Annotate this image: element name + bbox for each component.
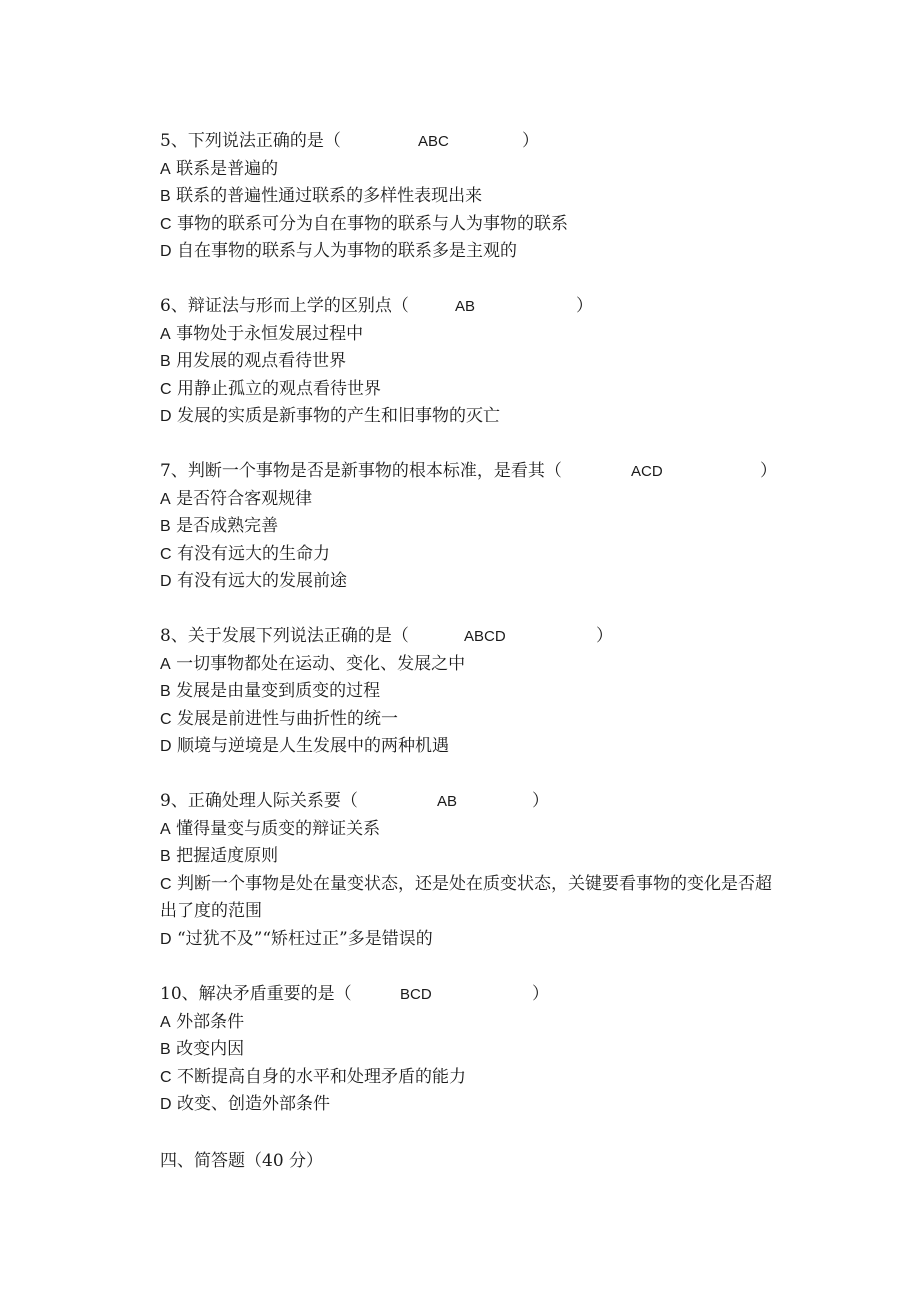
option-d: D 有没有远大的发展前途 — [160, 571, 347, 591]
option-a: A 懂得量变与质变的辩证关系 — [160, 818, 381, 839]
option-b: B 把握适度原则 — [160, 846, 279, 866]
option-d: D 自在事物的联系与人为事物的联系多是主观的 — [160, 241, 517, 261]
answer-key: AB — [437, 793, 458, 810]
close-paren: ） — [532, 984, 549, 1004]
question-stem — [160, 981, 800, 1009]
option-c: C 发展是前进性与曲折性的统一 — [160, 708, 398, 729]
question-text: 8、关于发展下列说法正确的是（ — [160, 626, 409, 646]
section-heading: 四、简答题（40 分） — [160, 1151, 324, 1171]
question-6 — [160, 293, 800, 431]
question-5 — [160, 128, 800, 266]
option-a: A 一切事物都处在运动、变化、发展之中 — [160, 653, 466, 674]
option-a: A 联系是普遍的 — [160, 158, 279, 179]
option-b: B 是否成熟完善 — [160, 516, 279, 536]
option-a: A 事物处于永恒发展过程中 — [160, 323, 364, 344]
option-c: C 不断提高自身的水平和处理矛盾的能力 — [160, 1066, 466, 1087]
option-d: D 发展的实质是新事物的产生和旧事物的灭亡 — [160, 406, 500, 426]
option-c: C 有没有远大的生命力 — [160, 543, 330, 564]
question-text: 9、正确处理人际关系要（ — [160, 791, 358, 811]
close-paren: ） — [596, 626, 613, 646]
option-b: B 发展是由量变到质变的过程 — [160, 681, 381, 701]
option-c: C 判断一个事物是处在量变状态，还是处在质变状态，关键要看事物的变化是否超出了度的范围 — [160, 873, 772, 921]
question-9 — [160, 788, 800, 953]
option-b: B 改变内因 — [160, 1039, 245, 1059]
question-stem — [160, 788, 800, 816]
question-10 — [160, 981, 800, 1119]
question-8 — [160, 623, 800, 761]
question-text: 7、判断一个事物是否是新事物的根本标准，是看其（ — [160, 461, 562, 481]
option-d: D 改变、创造外部条件 — [160, 1094, 330, 1114]
option-c: C 用静止孤立的观点看待世界 — [160, 378, 381, 399]
close-paren: ） — [522, 131, 539, 151]
close-paren: ） — [532, 791, 549, 811]
question-text: 6、辩证法与形而上学的区别点（ — [160, 296, 409, 316]
question-stem — [160, 623, 800, 651]
answer-key: AB — [455, 298, 476, 315]
option-c: C 事物的联系可分为自在事物的联系与人为事物的联系 — [160, 213, 568, 234]
answer-key: BCD — [400, 986, 432, 1003]
option-b: B 用发展的观点看待世界 — [160, 351, 347, 371]
question-stem — [160, 293, 800, 321]
close-paren: ） — [576, 296, 593, 316]
option-d: D 顺境与逆境是人生发展中的两种机遇 — [160, 736, 449, 756]
answer-key: ABC — [418, 133, 449, 150]
option-d: D “过犹不及”“矫枉过正”多是错误的 — [160, 928, 433, 949]
option-a: A 是否符合客观规律 — [160, 488, 313, 509]
answer-key: ACD — [631, 463, 663, 480]
question-7 — [160, 458, 800, 596]
question-stem — [160, 128, 800, 156]
option-a: A 外部条件 — [160, 1011, 245, 1032]
question-stem — [160, 458, 800, 486]
question-text: 10、解决矛盾重要的是（ — [160, 984, 352, 1004]
question-text: 5、下列说法正确的是（ — [160, 131, 341, 151]
close-paren: ） — [760, 461, 777, 481]
answer-key: ABCD — [464, 628, 506, 645]
option-b: B 联系的普遍性通过联系的多样性表现出来 — [160, 186, 483, 206]
